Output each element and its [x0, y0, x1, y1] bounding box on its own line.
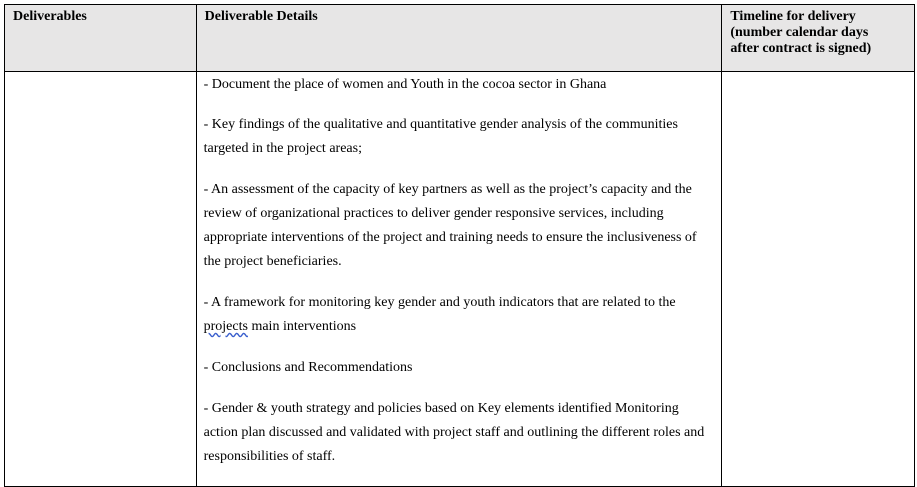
deliverables-table — [4, 4, 915, 487]
header-row — [5, 5, 915, 72]
header-timeline — [722, 5, 915, 72]
spellcheck-flagged-word[interactable]: projects — [203, 319, 248, 334]
deliverable-cell — [5, 72, 197, 487]
header-timeline-line2: (number calendar days — [730, 25, 869, 40]
header-deliverables — [5, 5, 197, 72]
detail-item-text: - A framework for monitoring key gender and youth indicators that are related to the — [203, 295, 676, 310]
timeline-cell — [722, 72, 915, 487]
header-timeline-line1: Timeline for delivery — [730, 9, 856, 24]
detail-item: - Document the place of women and Youth in the cocoa sector in Ghana — [203, 77, 607, 92]
details-cell — [196, 72, 722, 487]
detail-item: - An assessment of the capacity of key partners as well as the project’s capacity and the review of organizational practices to deliver gender responsive services, including appropriate interventions of the project and training needs to ensure the inclusiveness of the project beneficiaries. — [203, 182, 697, 269]
header-details-text: Deliverable Details — [204, 9, 318, 24]
header-timeline-text — [722, 5, 914, 57]
detail-item: - Key findings of the qualitative and quantitative gender analysis of the communities targeted in the project areas; — [203, 117, 678, 156]
detail-item: - Gender & youth strategy and policies based on Key elements identified Monitoring action plan discussed and validated with project staff and outlining the different roles and responsibilities of staff. — [203, 401, 705, 464]
detail-item — [204, 291, 716, 339]
header-timeline-line3: after contract is signed) — [730, 41, 872, 56]
table-row — [5, 72, 915, 487]
header-details — [196, 5, 722, 72]
detail-item-text: main interventions — [247, 319, 357, 334]
detail-item: - Conclusions and Recommendations — [203, 360, 413, 375]
header-deliverables-text: Deliverables — [13, 9, 87, 24]
